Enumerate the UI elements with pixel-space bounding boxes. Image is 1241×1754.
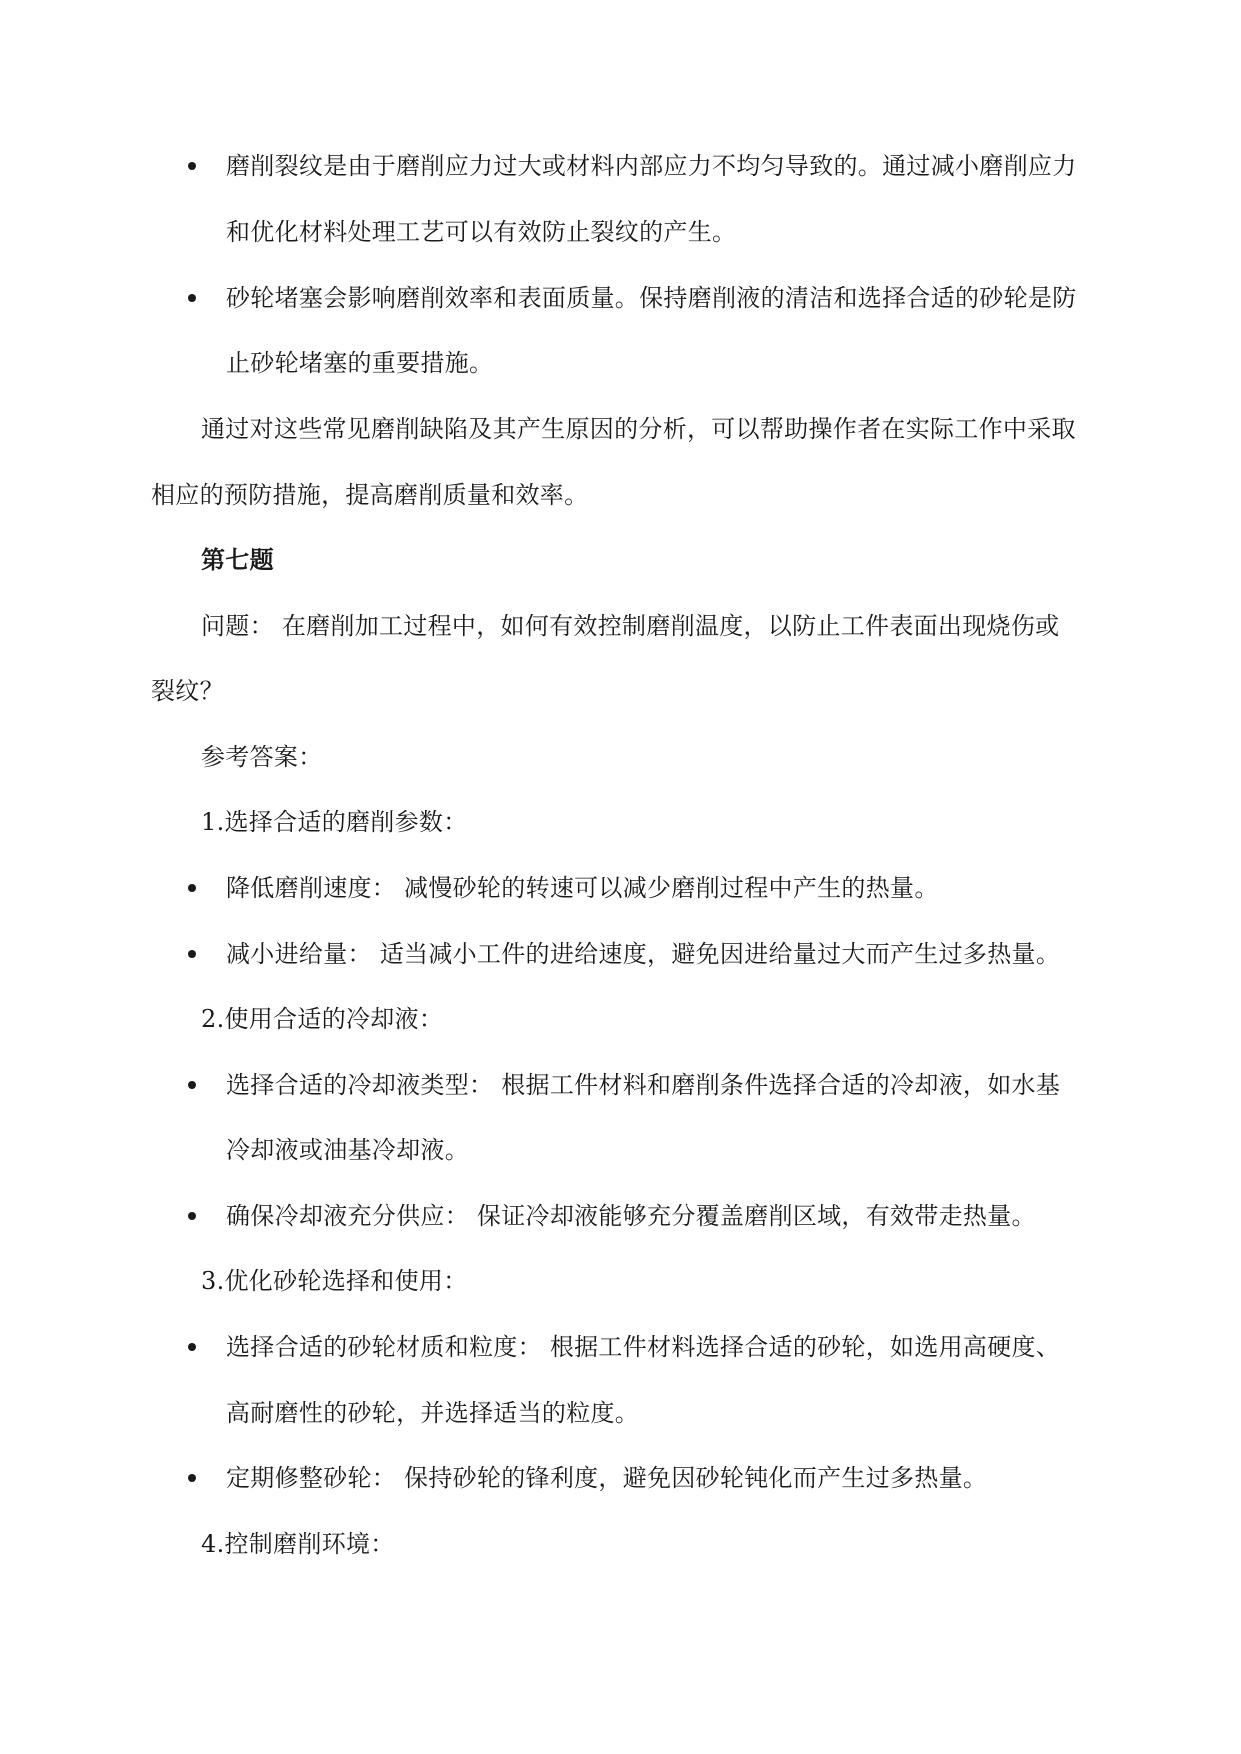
- item1-title: 1.选择合适的磨削参数：: [201, 808, 468, 836]
- item3-title: 3.优化砂轮选择和使用：: [201, 1267, 468, 1295]
- item3-bullet1-line2: 高耐磨性的砂轮，并选择适当的粒度。: [226, 1399, 640, 1427]
- defect-clog-text-line2: 止砂轮堵塞的重要措施。: [226, 349, 494, 377]
- item1-bullet2: 减小进给量： 适当减小工件的进给速度，避免因进给量过大而产生过多热量。: [226, 940, 1061, 968]
- bullet-dot: [188, 1343, 196, 1351]
- defect-crack-text-line2: 和优化材料处理工艺可以有效防止裂纹的产生。: [226, 218, 737, 246]
- bullet-dot: [188, 1081, 196, 1089]
- item3-bullet2: 定期修整砂轮： 保持砂轮的锋利度，避免因砂轮钝化而产生过多热量。: [226, 1464, 988, 1492]
- bullet-dot: [188, 1474, 196, 1482]
- question-heading: 第七题: [201, 545, 274, 574]
- answer-label: 参考答案：: [201, 743, 323, 771]
- summary-paragraph-line2: 相应的预防措施，提高磨削质量和效率。: [151, 481, 589, 509]
- defect-crack-text-line1: 磨削裂纹是由于磨削应力过大或材料内部应力不均匀导致的。通过减小磨削应力: [226, 152, 1077, 180]
- question-text-line2: 裂纹？: [151, 677, 224, 705]
- item1-bullet1: 降低磨削速度： 减慢砂轮的转速可以减少磨削过程中产生的热量。: [226, 874, 939, 902]
- bullet-dot: [188, 162, 196, 170]
- item4-title: 4.控制磨削环境：: [201, 1530, 395, 1558]
- bullet-dot: [188, 884, 196, 892]
- bullet-dot: [188, 294, 196, 302]
- item3-bullet1-line1: 选择合适的砂轮材质和粒度： 根据工件材料选择合适的砂轮，如选用高硬度、: [226, 1333, 1061, 1361]
- defect-clog-text-line1: 砂轮堵塞会影响磨削效率和表面质量。保持磨削液的清洁和选择合适的砂轮是防: [226, 284, 1077, 312]
- item2-title: 2.使用合适的冷却液：: [201, 1005, 444, 1033]
- item2-bullet2: 确保冷却液充分供应： 保证冷却液能够充分覆盖磨削区域，有效带走热量。: [226, 1202, 1036, 1230]
- bullet-dot: [188, 950, 196, 958]
- item2-bullet1-line2: 冷却液或油基冷却液。: [226, 1136, 469, 1164]
- item2-bullet1-line1: 选择合适的冷却液类型： 根据工件材料和磨削条件选择合适的冷却液，如水基: [226, 1071, 1061, 1099]
- bullet-dot: [188, 1212, 196, 1220]
- summary-paragraph-line1: 通过对这些常见磨削缺陷及其产生原因的分析，可以帮助操作者在实际工作中采取: [201, 415, 1076, 443]
- question-text-line1: 问题： 在磨削加工过程中，如何有效控制磨削温度，以防止工件表面出现烧伤或: [201, 612, 1060, 640]
